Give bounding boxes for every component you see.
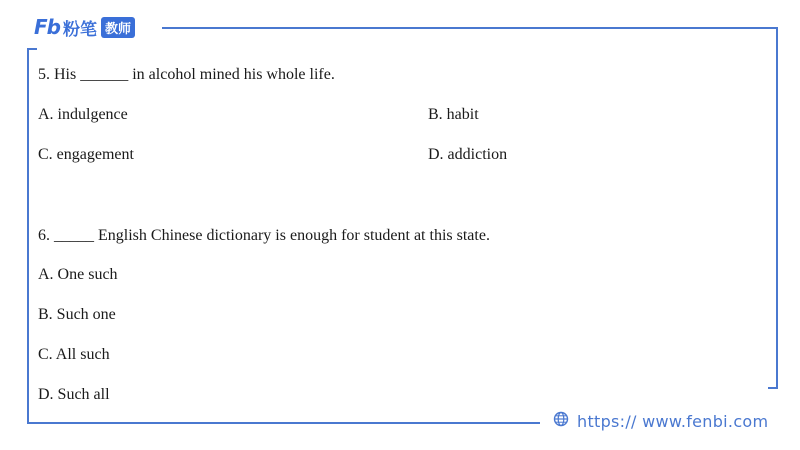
question-stem: 5. His ______ in alcohol mined his whole life. — [38, 66, 335, 83]
frame-corner — [27, 48, 37, 50]
footer-url: https:// www.fenbi.com — [577, 411, 769, 431]
footer-link — [553, 410, 768, 432]
logo-text: 粉笔 — [62, 19, 97, 40]
option-a: A. indulgence — [38, 106, 128, 123]
frame-bottom-border — [27, 422, 540, 424]
option-b: B. Such one — [38, 306, 116, 323]
frame-top-border — [162, 27, 778, 29]
logo-badge: 教师 — [101, 17, 135, 38]
frame-corner — [768, 387, 778, 389]
option-c: C. All such — [38, 346, 110, 363]
frame-left-border — [27, 48, 29, 424]
option-b: B. habit — [428, 106, 479, 123]
brand-logo — [34, 14, 135, 40]
option-c: C. engagement — [38, 146, 134, 163]
option-a: A. One such — [38, 266, 118, 283]
question-stem: 6. _____ English Chinese dictionary is enough for student at this state. — [38, 227, 490, 244]
logo-mark: Fb — [34, 15, 60, 39]
option-d: D. addiction — [428, 146, 508, 163]
frame-right-border — [776, 27, 778, 389]
globe-icon — [553, 411, 577, 432]
option-d: D. Such all — [38, 386, 110, 403]
